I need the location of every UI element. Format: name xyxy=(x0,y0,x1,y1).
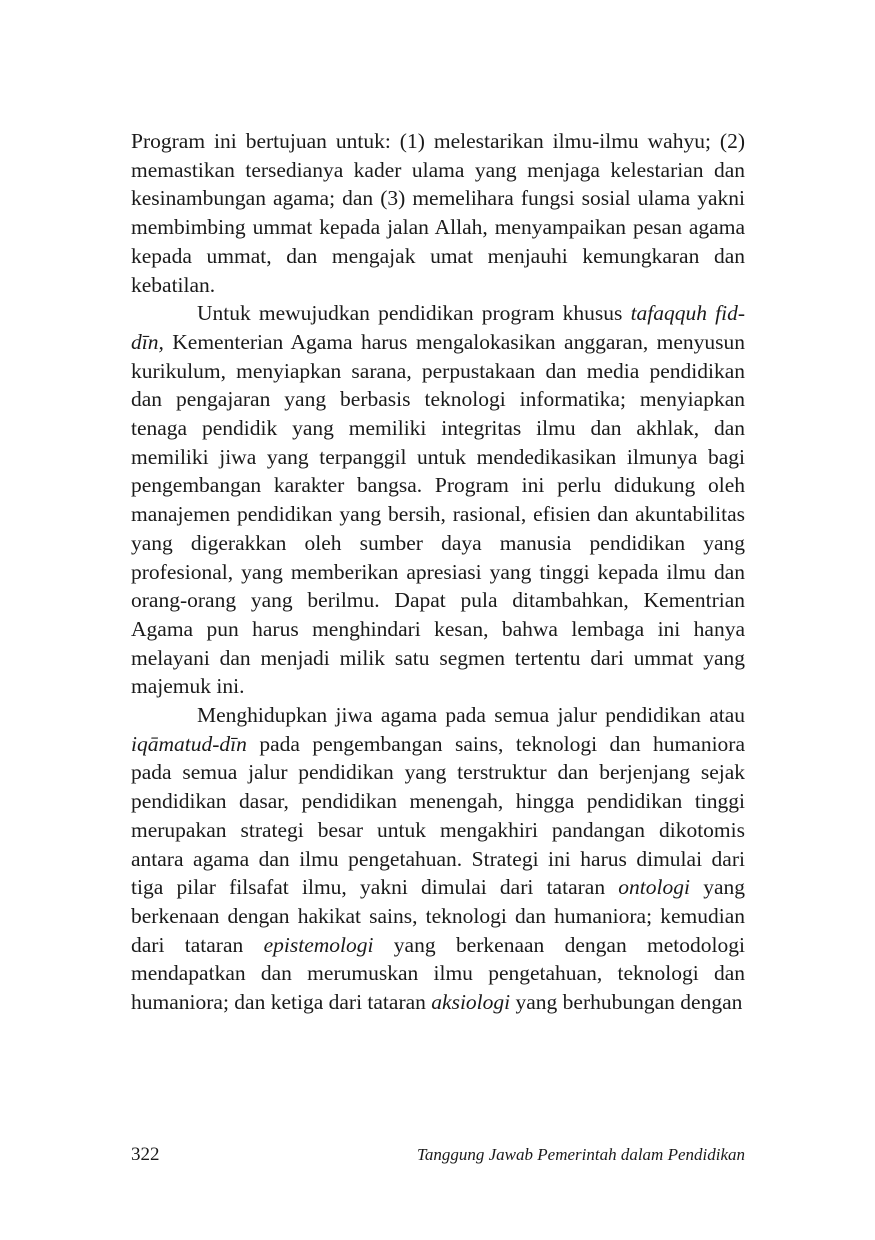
text-run: yang berhubungan dengan xyxy=(510,990,743,1015)
paragraph xyxy=(131,299,745,701)
paragraph xyxy=(131,701,745,1017)
italic-term: tafaqquh fid-dīn, xyxy=(131,301,745,354)
running-title: Tanggung Jawab Pemerintah dalam Pendidikan xyxy=(416,1145,745,1164)
text-run: pada pengembangan sains, teknologi dan humaniora pada semua jalur pendidikan yang terstruktur dan berjenjang sejak pendidikan dasar, pendidikan menengah, hingga pendidikan tinggi merupakan strategi besar untuk mengakhiri pandangan dikotomis antara agama dan ilmu pengetahuan. Strategi ini harus dimulai dari tiga pilar filsafat ilmu, yakni dimulai dari tataran xyxy=(131,731,745,900)
text-run: Untuk mewujudkan pendidikan program khusus xyxy=(197,301,631,326)
text-run: Program ini bertujuan untuk: (1) melestarikan ilmu-ilmu wahyu; (2) memastikan tersedianya kader ulama yang menjaga kelestarian dan kesinambungan agama; dan (3) memelihara fungsi sosial ulama yakni membimbing ummat kepada jalan Allah, menyampaikan pesan agama kepada ummat, dan mengajak umat menjauhi kemungkaran dan kebatilan. xyxy=(131,129,745,297)
body-text xyxy=(131,127,745,1017)
text-run: Kementerian Agama harus mengalokasikan anggaran, menyusun kurikulum, menyiapkan sarana, perpustakaan dan media pendidikan dan pengajaran yang berbasis teknologi informatika; menyiapkan tenaga pendidik yang memiliki integritas ilmu dan akhlak, dan memiliki jiwa yang terpanggil untuk mendedikasikan ilmunya bagi pengembangan karakter bangsa. Program ini perlu didukung oleh manajemen pendidikan yang bersih, rasional, efisien dan akuntabilitas yang digerakkan oleh sumber daya manusia pendidikan yang profesional, yang memberikan apresiasi yang tinggi kepada ilmu dan orang-orang yang berilmu. Dapat pula ditambahkan, Kementrian Agama pun harus menghindari kesan, bahwa lembaga ini hanya melayani dan menjadi milik satu segmen tertentu dari ummat yang majemuk ini. xyxy=(131,329,745,699)
page-number: 322 xyxy=(131,1144,160,1165)
paragraph xyxy=(131,127,745,299)
italic-term: aksiologi xyxy=(431,990,511,1015)
italic-term: epistemologi xyxy=(263,932,374,957)
text-run: yang berkenaan dengan hakikat sains, teknologi dan humaniora; kemudian dari tataran xyxy=(131,875,745,957)
page-footer xyxy=(131,1144,745,1170)
text-run: Menghidupkan jiwa agama pada semua jalur pendidikan atau xyxy=(197,703,745,728)
italic-term: iqāmatud-dīn xyxy=(131,731,247,756)
italic-term: ontologi xyxy=(618,875,690,900)
text-run: yang berkenaan dengan metodologi mendapatkan dan merumuskan ilmu pengetahuan, teknologi dan humaniora; dan ketiga dari tataran xyxy=(131,932,745,1015)
